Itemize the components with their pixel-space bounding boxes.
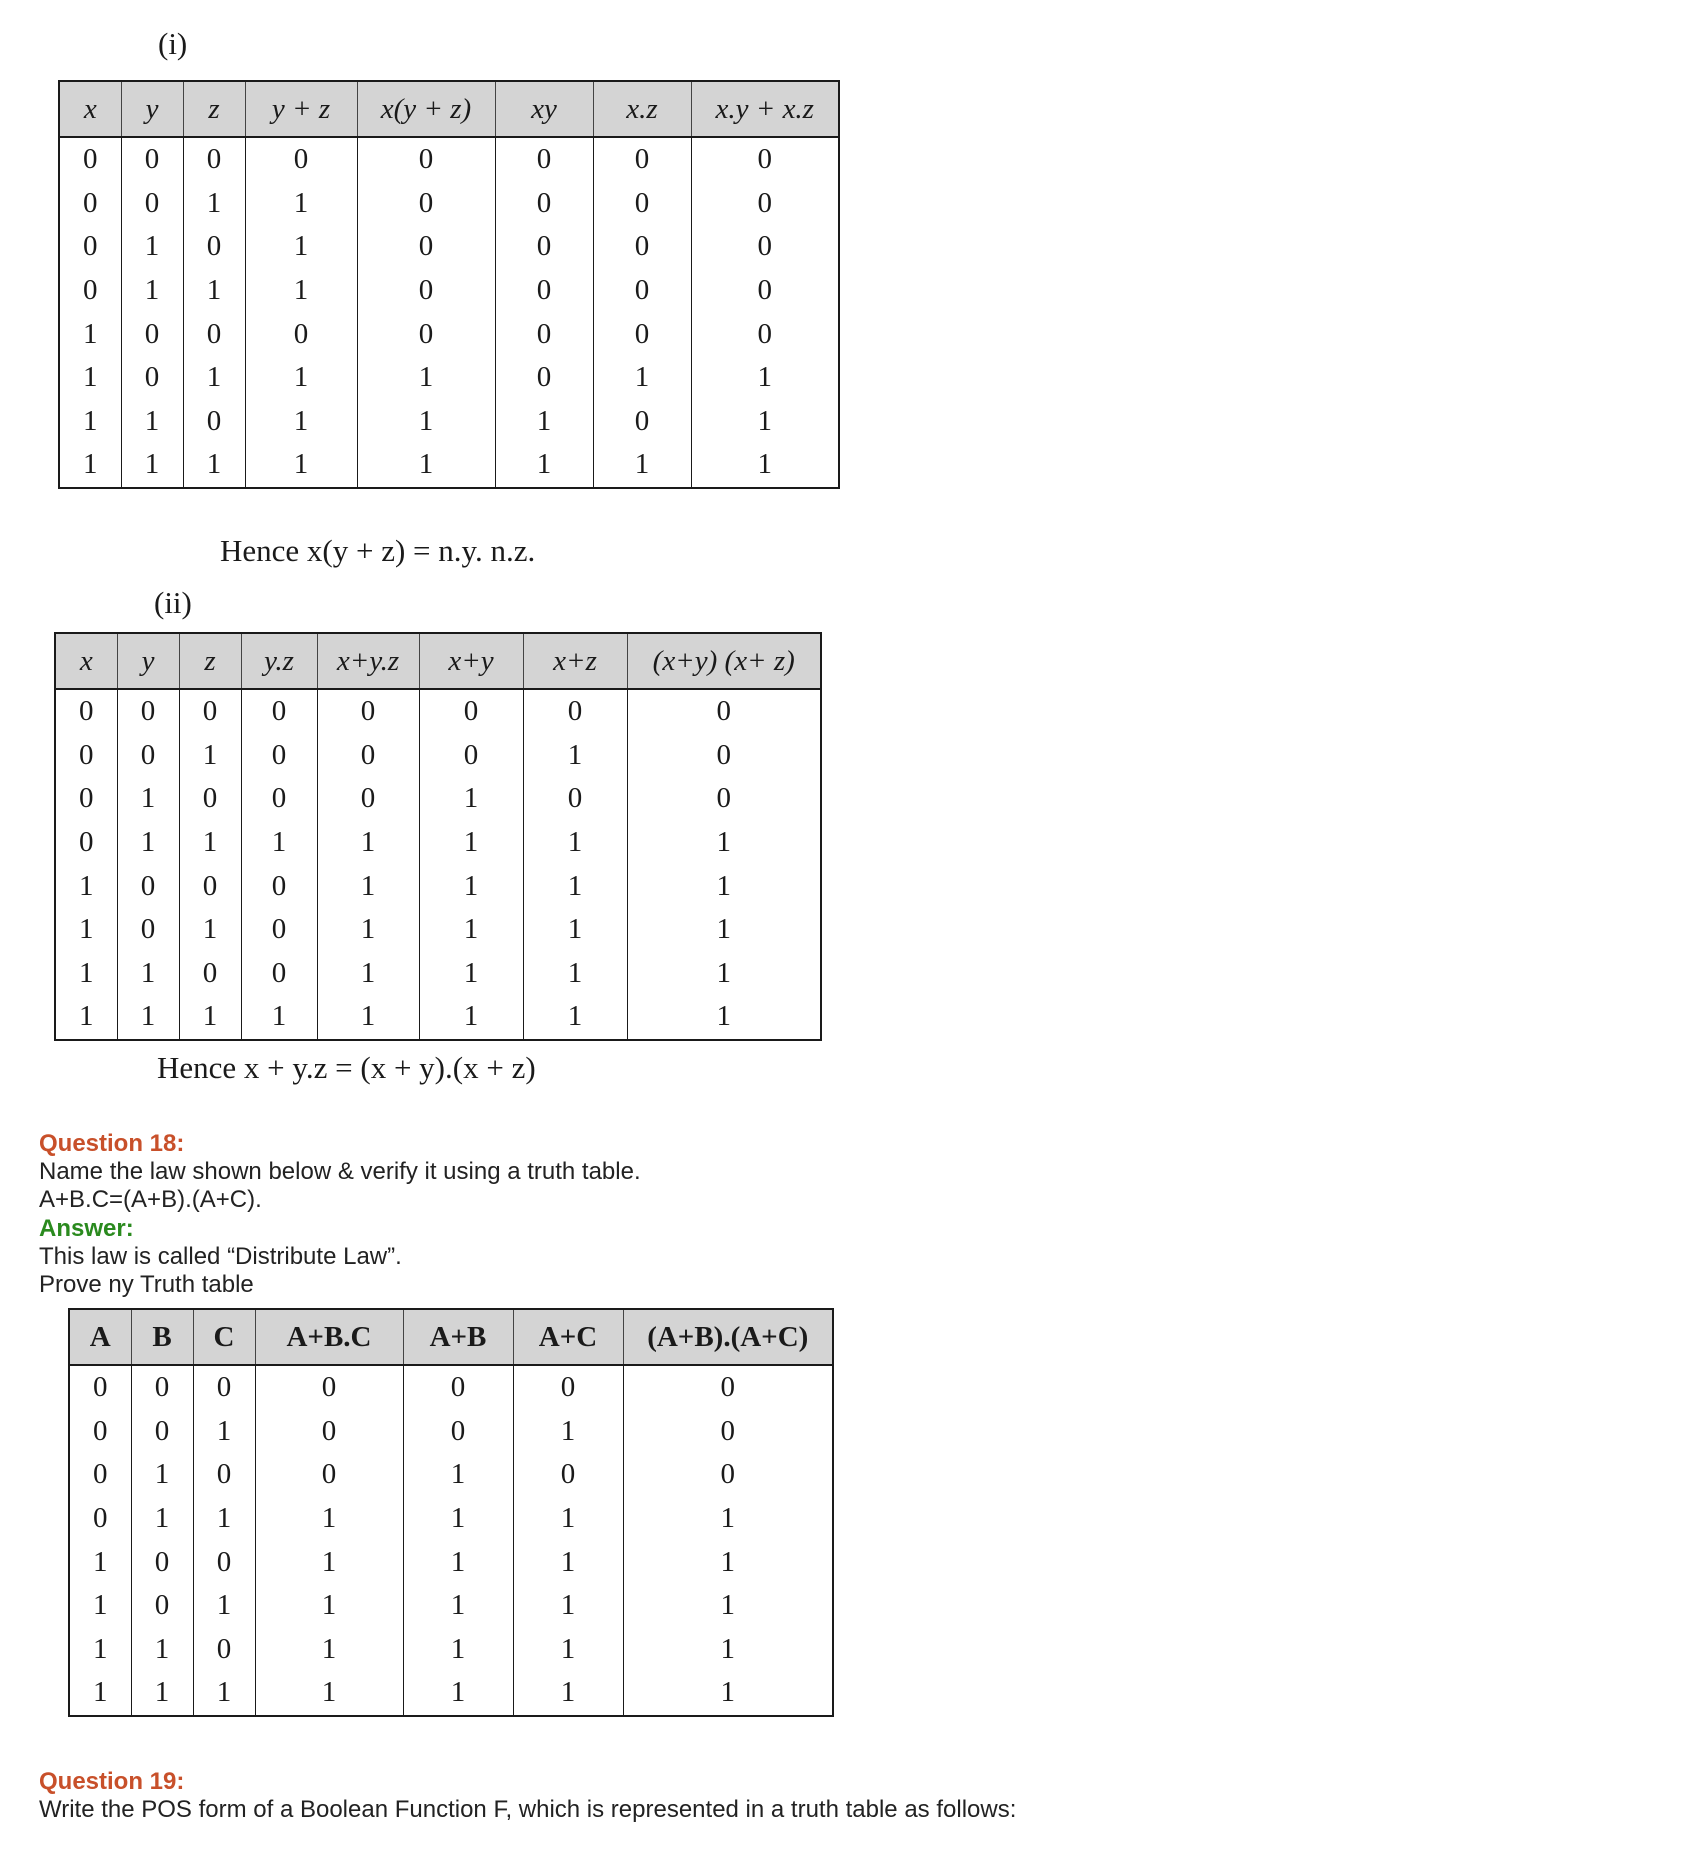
table-header-row — [59, 81, 839, 137]
table-cell: 0 — [245, 137, 357, 182]
table-cell: 0 — [317, 734, 419, 778]
table-cell: 0 — [593, 137, 691, 182]
question-19-text: Write the POS form of a Boolean Function F, which is represented in a truth table as follows: — [39, 1796, 1017, 1823]
table-row — [55, 952, 821, 996]
table-cell: 0 — [69, 1497, 131, 1541]
column-header: A — [69, 1309, 131, 1365]
table-cell: 0 — [55, 777, 117, 821]
column-header: x+y — [419, 633, 523, 689]
table-cell: 1 — [179, 995, 241, 1040]
table-row — [55, 689, 821, 734]
column-header: x.y + x.z — [691, 81, 839, 137]
column-header: xy — [495, 81, 593, 137]
table-cell: 0 — [241, 908, 317, 952]
table-cell: 1 — [513, 1410, 623, 1454]
table-cell: 0 — [495, 356, 593, 400]
table-cell: 1 — [55, 864, 117, 908]
table-cell: 0 — [513, 1453, 623, 1497]
table-cell: 0 — [419, 689, 523, 734]
table-cell: 1 — [131, 1497, 193, 1541]
table-cell: 1 — [183, 356, 245, 400]
table-cell: 1 — [403, 1540, 513, 1584]
answer-18-proof-label: Prove ny Truth table — [39, 1271, 254, 1298]
table-cell: 1 — [357, 356, 495, 400]
table-row — [69, 1671, 833, 1716]
table-row — [59, 269, 839, 313]
table-cell: 1 — [627, 952, 821, 996]
table-cell: 0 — [55, 689, 117, 734]
table-cell: 1 — [117, 952, 179, 996]
table-cell: 1 — [593, 443, 691, 488]
table-cell: 1 — [357, 443, 495, 488]
table-cell: 1 — [513, 1628, 623, 1672]
table-row — [59, 400, 839, 444]
column-header: x+z — [523, 633, 627, 689]
table-cell: 0 — [121, 356, 183, 400]
table-cell: 1 — [121, 400, 183, 444]
table-cell: 1 — [131, 1671, 193, 1716]
table-cell: 0 — [179, 952, 241, 996]
table-cell: 0 — [131, 1584, 193, 1628]
table-cell: 0 — [317, 689, 419, 734]
table-cell: 1 — [513, 1671, 623, 1716]
table-cell: 0 — [691, 312, 839, 356]
table-cell: 1 — [403, 1628, 513, 1672]
section-i-label: (i) — [158, 26, 188, 61]
table-cell: 1 — [245, 356, 357, 400]
truth-table-i — [58, 80, 840, 489]
table-cell: 1 — [255, 1540, 403, 1584]
table-cell: 1 — [419, 952, 523, 996]
table-cell: 0 — [117, 908, 179, 952]
table-cell: 1 — [403, 1584, 513, 1628]
table-cell: 1 — [179, 821, 241, 865]
table-cell: 0 — [691, 269, 839, 313]
table-cell: 1 — [179, 908, 241, 952]
table-cell: 1 — [317, 995, 419, 1040]
table-cell: 0 — [255, 1365, 403, 1410]
table-cell: 1 — [357, 400, 495, 444]
table-cell: 0 — [193, 1540, 255, 1584]
table-cell: 0 — [593, 182, 691, 226]
table-cell: 1 — [59, 400, 121, 444]
table-cell: 0 — [59, 225, 121, 269]
table-cell: 0 — [241, 952, 317, 996]
table-cell: 0 — [495, 137, 593, 182]
table-cell: 0 — [593, 400, 691, 444]
table-cell: 0 — [495, 225, 593, 269]
table-cell: 1 — [513, 1584, 623, 1628]
table-cell: 0 — [691, 137, 839, 182]
table-cell: 1 — [193, 1497, 255, 1541]
table-cell: 1 — [255, 1497, 403, 1541]
column-header: (x+y) (x+ z) — [627, 633, 821, 689]
table-row — [59, 182, 839, 226]
table-cell: 1 — [69, 1584, 131, 1628]
table-cell: 1 — [317, 908, 419, 952]
table-row — [55, 821, 821, 865]
column-header: x — [55, 633, 117, 689]
table-cell: 0 — [117, 864, 179, 908]
table-cell: 0 — [593, 312, 691, 356]
table-cell: 1 — [183, 269, 245, 313]
table-cell: 1 — [523, 864, 627, 908]
table-cell: 0 — [241, 777, 317, 821]
table-cell: 1 — [117, 995, 179, 1040]
table-cell: 1 — [317, 821, 419, 865]
table-cell: 1 — [627, 821, 821, 865]
column-header: y + z — [245, 81, 357, 137]
table-cell: 1 — [403, 1497, 513, 1541]
table-cell: 0 — [245, 312, 357, 356]
table-cell: 0 — [193, 1365, 255, 1410]
table-cell: 1 — [623, 1584, 833, 1628]
table-cell: 1 — [255, 1671, 403, 1716]
column-header: A+B — [403, 1309, 513, 1365]
table-cell: 1 — [255, 1628, 403, 1672]
table-cell: 1 — [241, 821, 317, 865]
table-cell: 1 — [255, 1584, 403, 1628]
truth-table-distributive — [68, 1308, 834, 1717]
question-18-equation: A+B.C=(A+B).(A+C). — [39, 1186, 262, 1213]
table-cell: 1 — [193, 1584, 255, 1628]
table-row — [55, 864, 821, 908]
table-cell: 1 — [495, 400, 593, 444]
table-cell: 1 — [513, 1540, 623, 1584]
table-cell: 1 — [121, 269, 183, 313]
table-cell: 0 — [59, 137, 121, 182]
column-header: z — [179, 633, 241, 689]
table-cell: 0 — [523, 777, 627, 821]
table-cell: 1 — [419, 821, 523, 865]
column-header: A+B.C — [255, 1309, 403, 1365]
table-cell: 0 — [241, 689, 317, 734]
table-cell: 1 — [183, 443, 245, 488]
table-cell: 1 — [55, 995, 117, 1040]
table-cell: 1 — [69, 1628, 131, 1672]
column-header: x+y.z — [317, 633, 419, 689]
table-cell: 0 — [121, 137, 183, 182]
table-row — [59, 312, 839, 356]
table-cell: 1 — [59, 356, 121, 400]
table-cell: 0 — [121, 312, 183, 356]
question-18-text: Name the law shown below & verify it using a truth table. — [39, 1158, 641, 1185]
table-cell: 0 — [69, 1410, 131, 1454]
table-header-row — [69, 1309, 833, 1365]
table-cell: 1 — [117, 777, 179, 821]
table-cell: 0 — [593, 225, 691, 269]
table-row — [69, 1410, 833, 1454]
table-header-row — [55, 633, 821, 689]
table-cell: 0 — [241, 864, 317, 908]
column-header: y — [121, 81, 183, 137]
column-header: (A+B).(A+C) — [623, 1309, 833, 1365]
table-cell: 0 — [179, 777, 241, 821]
table-row — [55, 734, 821, 778]
table-cell: 1 — [403, 1671, 513, 1716]
truth-table-ii — [54, 632, 822, 1041]
table-cell: 1 — [419, 864, 523, 908]
table-cell: 0 — [419, 734, 523, 778]
table-cell: 0 — [317, 777, 419, 821]
table-cell: 0 — [357, 225, 495, 269]
table-cell: 1 — [623, 1671, 833, 1716]
table-cell: 0 — [357, 137, 495, 182]
table-cell: 1 — [523, 908, 627, 952]
table-cell: 0 — [357, 182, 495, 226]
column-header: x.z — [593, 81, 691, 137]
section-ii-label: (ii) — [154, 585, 192, 620]
table-cell: 1 — [419, 995, 523, 1040]
table-cell: 0 — [593, 269, 691, 313]
table-cell: 1 — [523, 952, 627, 996]
table-cell: 1 — [131, 1453, 193, 1497]
table-cell: 0 — [627, 689, 821, 734]
table-cell: 1 — [245, 225, 357, 269]
table-row — [59, 225, 839, 269]
answer-18-heading: Answer: — [39, 1215, 134, 1242]
table-cell: 1 — [627, 864, 821, 908]
table-cell: 0 — [255, 1410, 403, 1454]
table-cell: 1 — [131, 1628, 193, 1672]
table-cell: 1 — [593, 356, 691, 400]
table-cell: 0 — [117, 734, 179, 778]
table-cell: 0 — [241, 734, 317, 778]
answer-18-text: This law is called “Distribute Law”. — [39, 1243, 402, 1270]
table-cell: 0 — [55, 821, 117, 865]
table-cell: 1 — [495, 443, 593, 488]
table-row — [59, 356, 839, 400]
table-cell: 1 — [523, 821, 627, 865]
conclusion-i: Hence x(y + z) = n.y. n.z. — [220, 533, 536, 568]
table-cell: 0 — [69, 1365, 131, 1410]
table-cell: 1 — [317, 864, 419, 908]
conclusion-ii: Hence x + y.z = (x + y).(x + z) — [157, 1050, 536, 1085]
table-cell: 0 — [523, 689, 627, 734]
table-cell: 1 — [419, 908, 523, 952]
column-header: y.z — [241, 633, 317, 689]
table-cell: 0 — [131, 1365, 193, 1410]
table-cell: 1 — [241, 995, 317, 1040]
table-cell: 0 — [179, 689, 241, 734]
table-cell: 1 — [627, 995, 821, 1040]
table-cell: 0 — [403, 1410, 513, 1454]
table-row — [69, 1540, 833, 1584]
table-cell: 0 — [495, 312, 593, 356]
table-row — [69, 1453, 833, 1497]
table-cell: 0 — [193, 1453, 255, 1497]
table-cell: 1 — [69, 1671, 131, 1716]
table-cell: 1 — [245, 400, 357, 444]
table-cell: 1 — [183, 182, 245, 226]
table-cell: 0 — [403, 1365, 513, 1410]
table-cell: 1 — [317, 952, 419, 996]
table-cell: 1 — [691, 443, 839, 488]
table-cell: 0 — [495, 182, 593, 226]
table-cell: 0 — [691, 225, 839, 269]
table-row — [59, 137, 839, 182]
table-cell: 0 — [121, 182, 183, 226]
table-cell: 0 — [131, 1410, 193, 1454]
table-cell: 1 — [121, 225, 183, 269]
column-header: B — [131, 1309, 193, 1365]
table-cell: 1 — [691, 356, 839, 400]
table-cell: 0 — [627, 777, 821, 821]
table-row — [69, 1584, 833, 1628]
table-cell: 0 — [357, 312, 495, 356]
column-header: x — [59, 81, 121, 137]
table-cell: 0 — [183, 400, 245, 444]
table-cell: 1 — [623, 1628, 833, 1672]
table-cell: 0 — [69, 1453, 131, 1497]
table-cell: 1 — [59, 312, 121, 356]
table-cell: 0 — [55, 734, 117, 778]
table-cell: 1 — [419, 777, 523, 821]
table-cell: 0 — [513, 1365, 623, 1410]
table-cell: 0 — [59, 182, 121, 226]
table-cell: 0 — [691, 182, 839, 226]
table-cell: 0 — [627, 734, 821, 778]
table-row — [55, 777, 821, 821]
column-header: y — [117, 633, 179, 689]
column-header: x(y + z) — [357, 81, 495, 137]
table-cell: 0 — [623, 1453, 833, 1497]
question-19-heading: Question 19: — [39, 1768, 185, 1795]
table-cell: 0 — [131, 1540, 193, 1584]
table-cell: 0 — [59, 269, 121, 313]
table-row — [69, 1365, 833, 1410]
table-cell: 1 — [623, 1497, 833, 1541]
table-cell: 1 — [691, 400, 839, 444]
column-header: C — [193, 1309, 255, 1365]
table-cell: 1 — [55, 952, 117, 996]
table-cell: 0 — [193, 1628, 255, 1672]
table-cell: 1 — [623, 1540, 833, 1584]
table-cell: 1 — [403, 1453, 513, 1497]
table-cell: 1 — [179, 734, 241, 778]
table-cell: 1 — [55, 908, 117, 952]
table-cell: 0 — [183, 312, 245, 356]
table-cell: 0 — [623, 1365, 833, 1410]
column-header: z — [183, 81, 245, 137]
table-cell: 0 — [495, 269, 593, 313]
table-cell: 1 — [59, 443, 121, 488]
table-cell: 1 — [117, 821, 179, 865]
table-cell: 0 — [255, 1453, 403, 1497]
table-cell: 0 — [117, 689, 179, 734]
table-cell: 1 — [523, 995, 627, 1040]
table-cell: 0 — [183, 137, 245, 182]
table-cell: 0 — [357, 269, 495, 313]
table-cell: 1 — [69, 1540, 131, 1584]
table-cell: 1 — [513, 1497, 623, 1541]
table-cell: 1 — [121, 443, 183, 488]
question-18-heading: Question 18: — [39, 1130, 185, 1157]
table-cell: 1 — [193, 1671, 255, 1716]
table-cell: 0 — [623, 1410, 833, 1454]
table-cell: 0 — [179, 864, 241, 908]
table-cell: 1 — [523, 734, 627, 778]
table-row — [69, 1628, 833, 1672]
table-cell: 0 — [183, 225, 245, 269]
table-row — [69, 1497, 833, 1541]
table-row — [59, 443, 839, 488]
table-cell: 1 — [193, 1410, 255, 1454]
table-cell: 1 — [245, 443, 357, 488]
column-header: A+C — [513, 1309, 623, 1365]
table-row — [55, 995, 821, 1040]
table-cell: 1 — [245, 269, 357, 313]
table-cell: 1 — [245, 182, 357, 226]
table-cell: 1 — [627, 908, 821, 952]
table-row — [55, 908, 821, 952]
